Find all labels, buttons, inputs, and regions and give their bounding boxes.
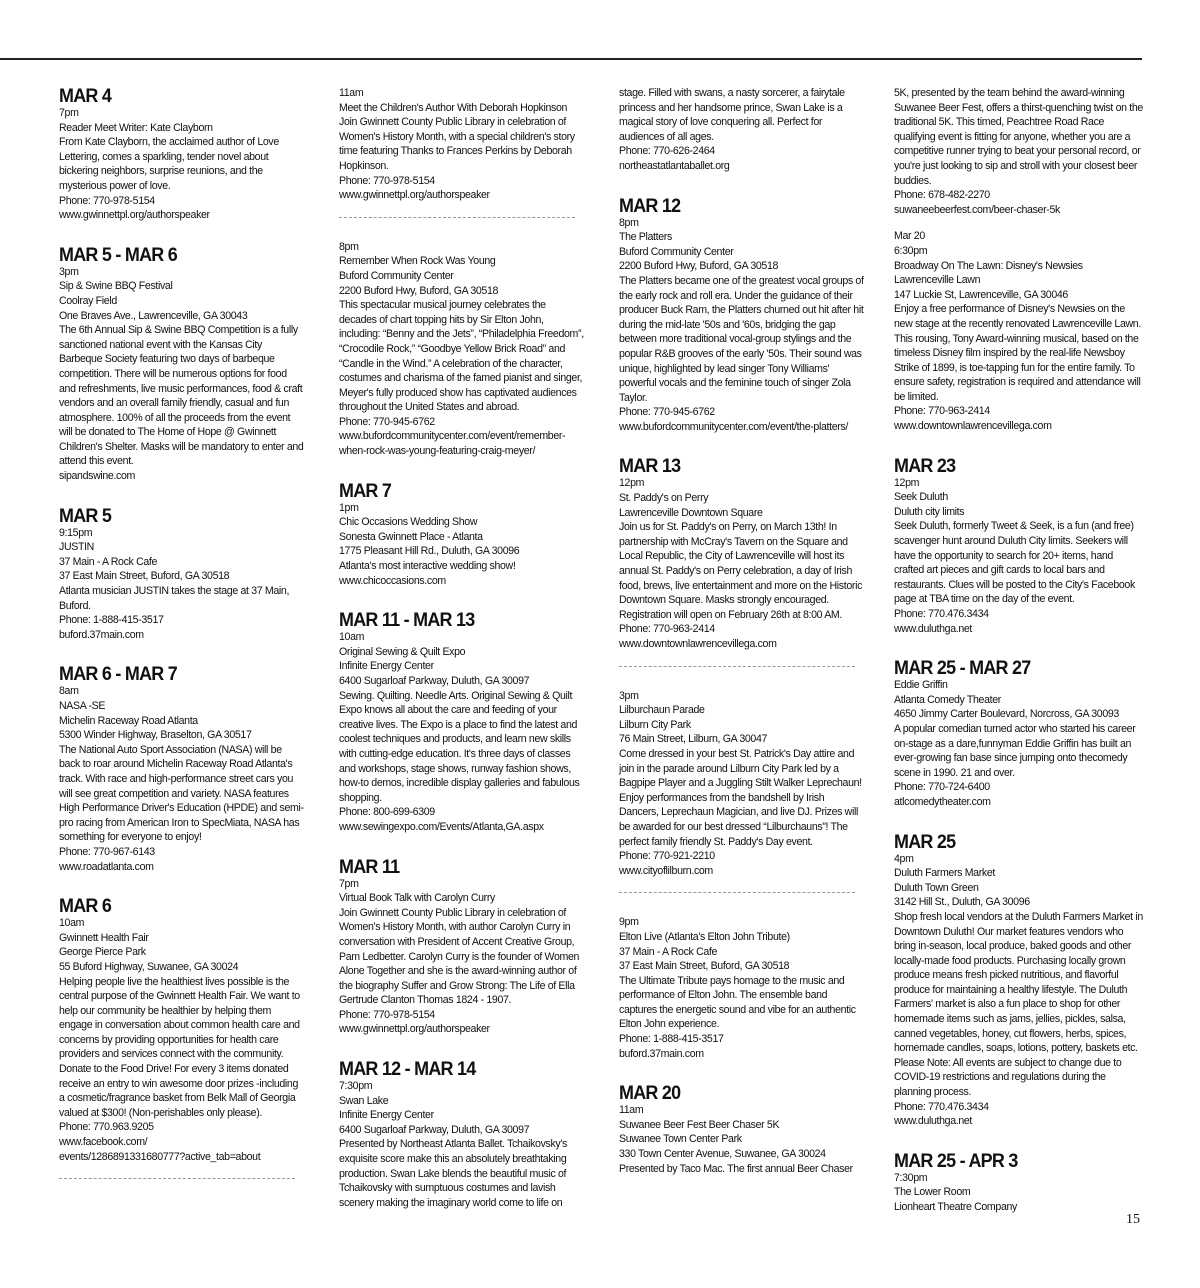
event-date: MAR 25 - APR 3 xyxy=(894,1149,1018,1172)
event-phone: Phone: 770-945-6762 xyxy=(619,406,715,419)
event-date: MAR 25 xyxy=(894,830,956,853)
event-description: Sewing. Quilting. Needle Arts. Original Sewing & Quilt Expo knows all about the care and feeding of your creative lives. The Expo is a place to find the latest and coolest techniques and products, and learn new skills with cutting-edge education. It's three days of classes and workshops, stage shows, runway fashion shows, how-to demos, incredible display galleries and fabulous shopping. xyxy=(339,689,580,804)
event-phone: Phone: 1-888-415-3517 xyxy=(619,1033,724,1046)
event-detail-line: Lilburchaun Parade xyxy=(619,704,705,717)
event-date: MAR 11 xyxy=(339,855,400,878)
event-website-link[interactable]: buford.37main.com xyxy=(619,1047,704,1060)
event-detail-line: Sip & Swine BBQ Festival xyxy=(59,280,173,293)
event-listing xyxy=(894,229,1144,433)
event-website-link[interactable]: buford.37main.com xyxy=(59,628,144,641)
event-detail-line: Lawrenceville Downtown Square xyxy=(619,506,763,519)
event-detail-line: St. Paddy's on Perry xyxy=(619,492,709,505)
event-listing xyxy=(59,896,305,1164)
event-detail-line: 37 Main - A Rock Cafe xyxy=(619,945,718,958)
dotted-separator xyxy=(339,217,575,218)
event-time: 11am xyxy=(619,1104,644,1117)
event-detail-line: Buford Community Center xyxy=(339,269,454,282)
event-time: 7pm xyxy=(339,877,359,890)
event-detail-line: 3142 Hill St., Duluth, GA 30096 xyxy=(894,896,1030,909)
event-description: 5K, presented by the team behind the award-winning Suwanee Beer Fest, offers a thirst-quenching twist on the traditional 5K. This timed, Peachtree Road Race qualifying event is fitting for anyone, whether you are a competitive runner trying to beat your personal record, or you're just looking to sip and stroll with your closest beer buddies. xyxy=(894,87,1143,187)
event-date: MAR 6 - MAR 7 xyxy=(59,663,178,686)
event-detail-line: 37 Main - A Rock Cafe xyxy=(59,555,158,568)
event-detail-line: Duluth Farmers Market xyxy=(894,867,995,880)
event-description: Join Gwinnett County Public Library in celebration of Women's History Month, with author Carolyn Curry in conversation with President of Accent Creative Group, Pam Ledbetter. Carolyn Curry is the founder of Women Alone Together and she is the award-winning author of the biography Suffer and Grow Strong: The Life of Ella Gertrude Clanton Thomas 1824 - 1907. xyxy=(339,906,580,1007)
event-time: 3pm xyxy=(619,689,639,702)
event-description: The Platters became one of the greatest vocal groups of the early rock and roll era. Under the guidance of their producer Buck Ram, the Platters churned out hit after hit during the mid-late '50s and '60s, bridging the gap between more traditional vocal-group stylings and the popular R&B grooves of the early '50s. Their sound was unique, highlighted by lead singer Tony Williams' powerful vocals and the feminine touch of singer Zola Taylor. xyxy=(619,274,864,404)
event-listing xyxy=(619,1083,865,1176)
event-website-link[interactable]: sipandswine.com xyxy=(59,470,136,483)
event-time: 4pm xyxy=(894,852,914,865)
event-website-link[interactable]: when-rock-was-young-featuring-craig-meyer/ xyxy=(339,445,536,458)
column-2 xyxy=(339,86,585,1232)
event-detail-line: 2200 Buford Hwy, Buford, GA 30518 xyxy=(619,260,779,273)
event-detail-line: Atlanta Comedy Theater xyxy=(894,693,1001,706)
event-detail-line: 2200 Buford Hwy, Buford, GA 30518 xyxy=(339,284,499,297)
event-date: MAR 4 xyxy=(59,85,112,107)
event-website-link[interactable]: www.bufordcommunitycenter.com/event/remember- xyxy=(339,430,566,443)
event-detail-line: Remember When Rock Was Young xyxy=(339,255,496,268)
event-detail-line: One Braves Ave., Lawrenceville, GA 30043 xyxy=(59,309,248,322)
event-date: MAR 5 xyxy=(59,504,112,527)
event-date: MAR 7 xyxy=(339,479,392,502)
event-detail-line: Sonesta Gwinnett Place - Atlanta xyxy=(339,530,483,543)
event-website-link[interactable]: suwaneebeerfest.com/beer-chaser-5k xyxy=(894,203,1060,216)
event-detail-line: 37 East Main Street, Buford, GA 30518 xyxy=(59,570,230,583)
event-detail-line: Swan Lake xyxy=(339,1094,389,1107)
event-detail-line: 55 Buford Highway, Suwanee, GA 30024 xyxy=(59,960,239,973)
event-time: 10am xyxy=(59,917,85,930)
event-phone: Phone: 1-888-415-3517 xyxy=(59,614,164,627)
event-detail-line: 147 Luckie St, Lawrenceville, GA 30046 xyxy=(894,288,1068,301)
event-date: MAR 20 xyxy=(619,1082,681,1105)
event-listing xyxy=(339,240,585,459)
event-time: 9:15pm xyxy=(59,526,93,539)
column-1 xyxy=(59,86,305,1201)
event-listing xyxy=(339,481,585,589)
event-phone: Phone: 770-724-6400 xyxy=(894,781,990,794)
event-detail-line: 5300 Winder Highway, Braselton, GA 30517 xyxy=(59,729,252,742)
event-listing xyxy=(619,86,865,174)
event-detail-line: Michelin Raceway Road Atlanta xyxy=(59,714,198,727)
event-website-link[interactable]: www.roadatlanta.com xyxy=(59,860,154,873)
event-website-link[interactable]: atlcomedytheater.com xyxy=(894,795,991,808)
event-listing xyxy=(339,1059,585,1210)
event-date: MAR 25 - MAR 27 xyxy=(894,657,1031,680)
event-detail-line: Chic Occasions Wedding Show xyxy=(339,516,478,529)
event-time: 8pm xyxy=(339,240,359,253)
event-description: The National Auto Sport Association (NASA) will be back to roar around Michelin Raceway Road Atlanta's track. With race and high-performance street cars you will see great competition and variety. NASA features High Performance Driver's Education (HPDE) and semi-pro racing from American Iron to SpecMiata, NASA has something for everyone to enjoy! xyxy=(59,743,304,844)
event-detail-line: Duluth city limits xyxy=(894,505,965,518)
event-detail-line: 6400 Sugarloaf Parkway, Duluth, GA 30097 xyxy=(339,675,530,687)
column-3 xyxy=(619,86,865,1198)
dotted-separator xyxy=(59,1178,295,1179)
event-detail-line: 37 East Main Street, Buford, GA 30518 xyxy=(619,960,790,973)
event-date: MAR 13 xyxy=(619,455,681,478)
event-time: 8pm xyxy=(619,216,639,229)
event-detail-line: George Pierce Park xyxy=(59,946,146,959)
event-detail-line: Elton Live (Atlanta's Elton John Tribute) xyxy=(619,930,790,943)
event-description: Presented by Taco Mac. The first annual Beer Chaser xyxy=(619,1162,853,1175)
event-listing xyxy=(619,915,865,1061)
event-phone: Phone: 770-963-2414 xyxy=(894,405,990,418)
event-listing xyxy=(619,456,865,651)
dotted-separator xyxy=(619,892,855,893)
event-listing xyxy=(339,86,585,203)
event-time: 9pm xyxy=(619,916,639,929)
event-detail-line: 1775 Pleasant Hill Rd., Duluth, GA 30096 xyxy=(339,545,520,558)
event-detail-line: Duluth Town Green xyxy=(894,881,979,894)
event-detail-line: Original Sewing & Quilt Expo xyxy=(339,645,466,658)
event-detail-line: Virtual Book Talk with Carolyn Curry xyxy=(339,892,495,905)
event-phone: Phone: 770-921-2210 xyxy=(619,850,715,863)
event-listing xyxy=(894,832,1144,1129)
event-website-link[interactable]: www.sewingexpo.com/Events/Atlanta,GA.aspx xyxy=(339,820,544,833)
event-time: 10am xyxy=(339,631,365,644)
event-description: This spectacular musical journey celebrates the decades of chart topping hits by Sir Elton John, including: “Benny and the Jets”, “Philadelphia Freedom”, “Crocodile Rock,” “Goodbye Yellow Brick Road” and “Candle in the Wind.” A celebration of the character, costumes and charisma of the famed pianist and singer, Meyer's fully produced show has captivated audiences throughout the United States and abroad. xyxy=(339,299,584,414)
event-detail-line: 330 Town Center Avenue, Suwanee, GA 30024 xyxy=(619,1148,826,1161)
event-listing xyxy=(59,86,305,223)
event-date: MAR 23 xyxy=(894,454,956,477)
event-description: Atlanta musician JUSTIN takes the stage at 37 Main, Buford. xyxy=(59,585,290,612)
event-detail-line: Infinite Energy Center xyxy=(339,1109,434,1122)
event-time: 7:30pm xyxy=(894,1171,928,1184)
event-detail-line: Meet the Children's Author With Deborah Hopkinson xyxy=(339,101,568,114)
event-website-link[interactable]: www.downtownlawrencevillega.com xyxy=(619,638,777,650)
event-description: Presented by Northeast Atlanta Ballet. Tchaikovsky's exquisite score make this an absolutely breathtaking production. Swan Lake blends the beautiful music of Tchaikovsky with sumptuous costumes and lavish scenery making the imaginary world come to life on xyxy=(339,1138,568,1209)
event-time: Eddie Griffin xyxy=(894,679,948,692)
event-detail-line: Seek Duluth xyxy=(894,491,948,504)
event-description: The 6th Annual Sip & Swine BBQ Competition is a fully sanctioned national event with the Kansas City Barbeque Society featuring two days of barbeque competition. There will be numerous options for food and refreshments, live music performances, food & craft vendors and an overall family friendly, casual and fun atmosphere. 100% of all the proceeds from the event will be donated to The Home of Hope @ Gwinnett Children's Shelter. Masks will be mandatory to enter and attend this event. xyxy=(59,324,304,468)
event-detail-line: 4650 Jimmy Carter Boulevard, Norcross, GA 30093 xyxy=(894,708,1119,721)
column-4 xyxy=(894,86,1144,1237)
event-listing xyxy=(619,196,865,435)
event-listing xyxy=(894,1151,1144,1215)
event-listing xyxy=(894,456,1144,637)
event-date: MAR 12 xyxy=(619,194,681,217)
event-phone: Phone: 770.963.9205 xyxy=(59,1121,154,1134)
event-website-link[interactable]: www.downtownlawrencevillega.com xyxy=(894,420,1052,433)
event-description: Enjoy a free performance of Disney's Newsies on the new stage at the recently renovated Lawrenceville Lawn. This rousing, Tony Award-winning musical, based on the timeless Disney film inspired by the real-life Newsboy Strike of 1899, is toe-tapping fun for the entire family. To ensure safety, registration is required and attendance will be limited. xyxy=(894,303,1141,403)
event-website-link[interactable]: www.cityoflilburn.com xyxy=(619,864,713,877)
event-description: Seek Duluth, formerly Tweet & Seek, is a fun (and free) scavenger hunt around Duluth City limits. Seekers will have the opportunity to search for 20+ items, hand crafted art pieces and gift cards to local bars and restaurants. Clues will be posted to the City's Facebook page at TBA time on the day of the event. xyxy=(894,520,1135,606)
event-website-link[interactable]: www.bufordcommunitycenter.com/event/the-platters/ xyxy=(619,420,848,433)
event-time: 7:30pm xyxy=(339,1080,373,1093)
event-detail-line: Lilburn City Park xyxy=(619,718,691,731)
event-description: The Ultimate Tribute pays homage to the music and performance of Elton John. The ensemble band captures the energetic sound and vibe for an authentic Elton John experience. xyxy=(619,974,856,1031)
event-detail-line: Infinite Energy Center xyxy=(339,660,434,673)
event-phone: Phone: 770-626-2464 xyxy=(619,145,715,158)
event-listing xyxy=(894,658,1144,809)
event-date: MAR 12 - MAR 14 xyxy=(339,1058,476,1081)
event-description: Come dressed in your best St. Patrick's Day attire and join in the parade around Lilburn City Park led by a Bagpipe Player and a Juggling Stilt Walker Leprechaun! Enjoy performances from the bandshell by Irish Dancers, Leprechaun Magician, and live DJ. Prizes will be awarded for our best dressed “Lilburchauns”! The perfect family friendly St. Paddy's Day event. xyxy=(619,747,862,848)
event-website-link[interactable]: www.chicoccasions.com xyxy=(339,574,446,587)
event-phone: Phone: 770-967-6143 xyxy=(59,845,155,858)
event-description: stage. Filled with swans, a nasty sorcerer, a fairytale princess and her handsome prince, Swan Lake is a magical story of love conquering all. Perfect for audiences of all ages. xyxy=(619,87,845,143)
event-website-link[interactable]: www.gwinnettpl.org/authorspeaker xyxy=(339,189,490,202)
event-website-link[interactable]: www.facebook.com/ xyxy=(59,1136,148,1149)
event-description: Atlanta's most interactive wedding show! xyxy=(339,560,516,573)
event-phone: Phone: 770-963-2414 xyxy=(619,623,715,636)
event-detail-line: JUSTIN xyxy=(59,541,94,554)
event-detail-line: Broadway On The Lawn: Disney's Newsies xyxy=(894,259,1083,272)
event-website-link[interactable]: northeastatlantaballet.org xyxy=(619,159,730,172)
event-listing xyxy=(619,689,865,879)
event-time: 1pm xyxy=(339,501,359,514)
event-time: 7pm xyxy=(59,107,79,119)
event-website-link[interactable]: www.duluthga.net xyxy=(894,1115,973,1128)
event-detail-line: Lawrenceville Lawn xyxy=(894,274,981,287)
event-detail-line: Suwanee Town Center Park xyxy=(619,1133,742,1146)
event-detail-line: Coolray Field xyxy=(59,294,117,307)
event-time: 11am xyxy=(339,87,364,99)
event-detail-line: Reader Meet Writer: Kate Clayborn xyxy=(59,121,213,134)
event-website-link[interactable]: www.gwinnettpl.org/authorspeaker xyxy=(339,1023,490,1036)
event-description: Join Gwinnett County Public Library in celebration of Women's History Month, with a special children's story time featuring Thanks to Frances Perkins by Deborah Hopkinson. xyxy=(339,116,575,172)
event-time: 12pm xyxy=(619,477,645,490)
event-detail-line: The Platters xyxy=(619,231,672,244)
event-detail-line: Gwinnett Health Fair xyxy=(59,931,149,944)
event-detail-line: Buford Community Center xyxy=(619,245,734,258)
event-listing xyxy=(59,506,305,643)
event-detail-line: 76 Main Street, Lilburn, GA 30047 xyxy=(619,733,768,746)
event-phone: Phone: 770-945-6762 xyxy=(339,415,435,428)
event-detail-line: NASA -SE xyxy=(59,700,106,712)
event-detail-line: 6:30pm xyxy=(894,244,928,257)
event-detail-line: The Lower Room xyxy=(894,1186,971,1199)
event-time: Mar 20 xyxy=(894,230,925,243)
event-date: MAR 5 - MAR 6 xyxy=(59,243,178,266)
event-website-link[interactable]: www.duluthga.net xyxy=(894,622,973,635)
event-time: 12pm xyxy=(894,476,920,489)
event-listing xyxy=(59,245,305,484)
event-date: MAR 6 xyxy=(59,895,112,918)
event-website-link[interactable]: www.gwinnettpl.org/authorspeaker xyxy=(59,209,210,222)
event-description: Shop fresh local vendors at the Duluth Farmers Market in Downtown Duluth! Our market features vendors who bring in-season, local produce, baked goods and other locally-made food products. Purchasing locally grown produce means fresh picked nutritious, and flavorful produce for maintaining a healthy lifestyle. The Duluth Farmers' market is also a fun place to shop for other homemade items such as jams, jellies, pickles, salsa, canned vegetables, honey, cut flowers, herbs, spices, homemade candles, soaps, lotions, pottery, baskets etc. Please Note: All events are subject to change due to COVID-19 restrictions and regulations during the planning process. xyxy=(894,910,1143,1099)
event-description: A popular comedian turned actor who started his career on-stage as a dare,funnyman Eddie Griffin has built an ever-growing fan base since jumping onto thecomedy scene in 1990. 21 and over. xyxy=(894,722,1136,779)
dotted-separator xyxy=(619,666,855,667)
event-description: From Kate Clayborn, the acclaimed author of Love Lettering, comes a sparkling, tender novel about bickering neighbors, surprise reunions, and the mysterious power of love. xyxy=(59,136,279,192)
event-time: 8am xyxy=(59,685,79,698)
event-phone: Phone: 770-978-5154 xyxy=(339,1008,435,1021)
event-description: Helping people live the healthiest lives possible is the central purpose of the Gwinnett Health Fair. We want to help our community be healthier by helping them engage in conversation about common health care and concerns by providing opportunities for health care providers and services connect with the community. Donate to the Food Drive! For every 3 items donated receive an entry to win awesome door prizes -including a cosmetic/fragrance basket from Belk Mall of Georgia valued at $300! (Non-perishables only please). xyxy=(59,975,300,1119)
event-listing xyxy=(894,86,1144,217)
event-phone: Phone: 770-978-5154 xyxy=(59,194,155,207)
page-number: 15 xyxy=(1126,1212,1140,1227)
event-detail-line: Lionheart Theatre Company xyxy=(894,1201,1017,1213)
event-description: Join us for St. Paddy's on Perry, on March 13th! In partnership with McCray's Tavern on the Square and Local Republic, the City of Lawrenceville will host its annual St. Paddy's on Perry celebration, a day of Irish food, brews, live entertainment and more on the Historic Downtown Square. Masks strongly encouraged. Registration will open on February 26th at 8:00 AM. xyxy=(619,521,863,621)
event-website-link[interactable]: events/1286891331680777?active_tab=about xyxy=(59,1150,261,1163)
event-phone: Phone: 678-482-2270 xyxy=(894,189,990,202)
event-detail-line: 6400 Sugarloaf Parkway, Duluth, GA 30097 xyxy=(339,1123,530,1136)
event-time: 3pm xyxy=(59,265,79,278)
header-rule xyxy=(0,58,1142,60)
event-date: MAR 11 - MAR 13 xyxy=(339,609,475,632)
event-phone: Phone: 770.476.3434 xyxy=(894,1100,989,1113)
event-listing xyxy=(339,610,585,834)
event-listing xyxy=(59,664,305,874)
event-phone: Phone: 800-699-6309 xyxy=(339,806,435,819)
event-detail-line: Suwanee Beer Fest Beer Chaser 5K xyxy=(619,1118,780,1131)
event-phone: Phone: 770.476.3434 xyxy=(894,608,989,620)
event-listing xyxy=(339,857,585,1038)
event-phone: Phone: 770-978-5154 xyxy=(339,174,435,187)
